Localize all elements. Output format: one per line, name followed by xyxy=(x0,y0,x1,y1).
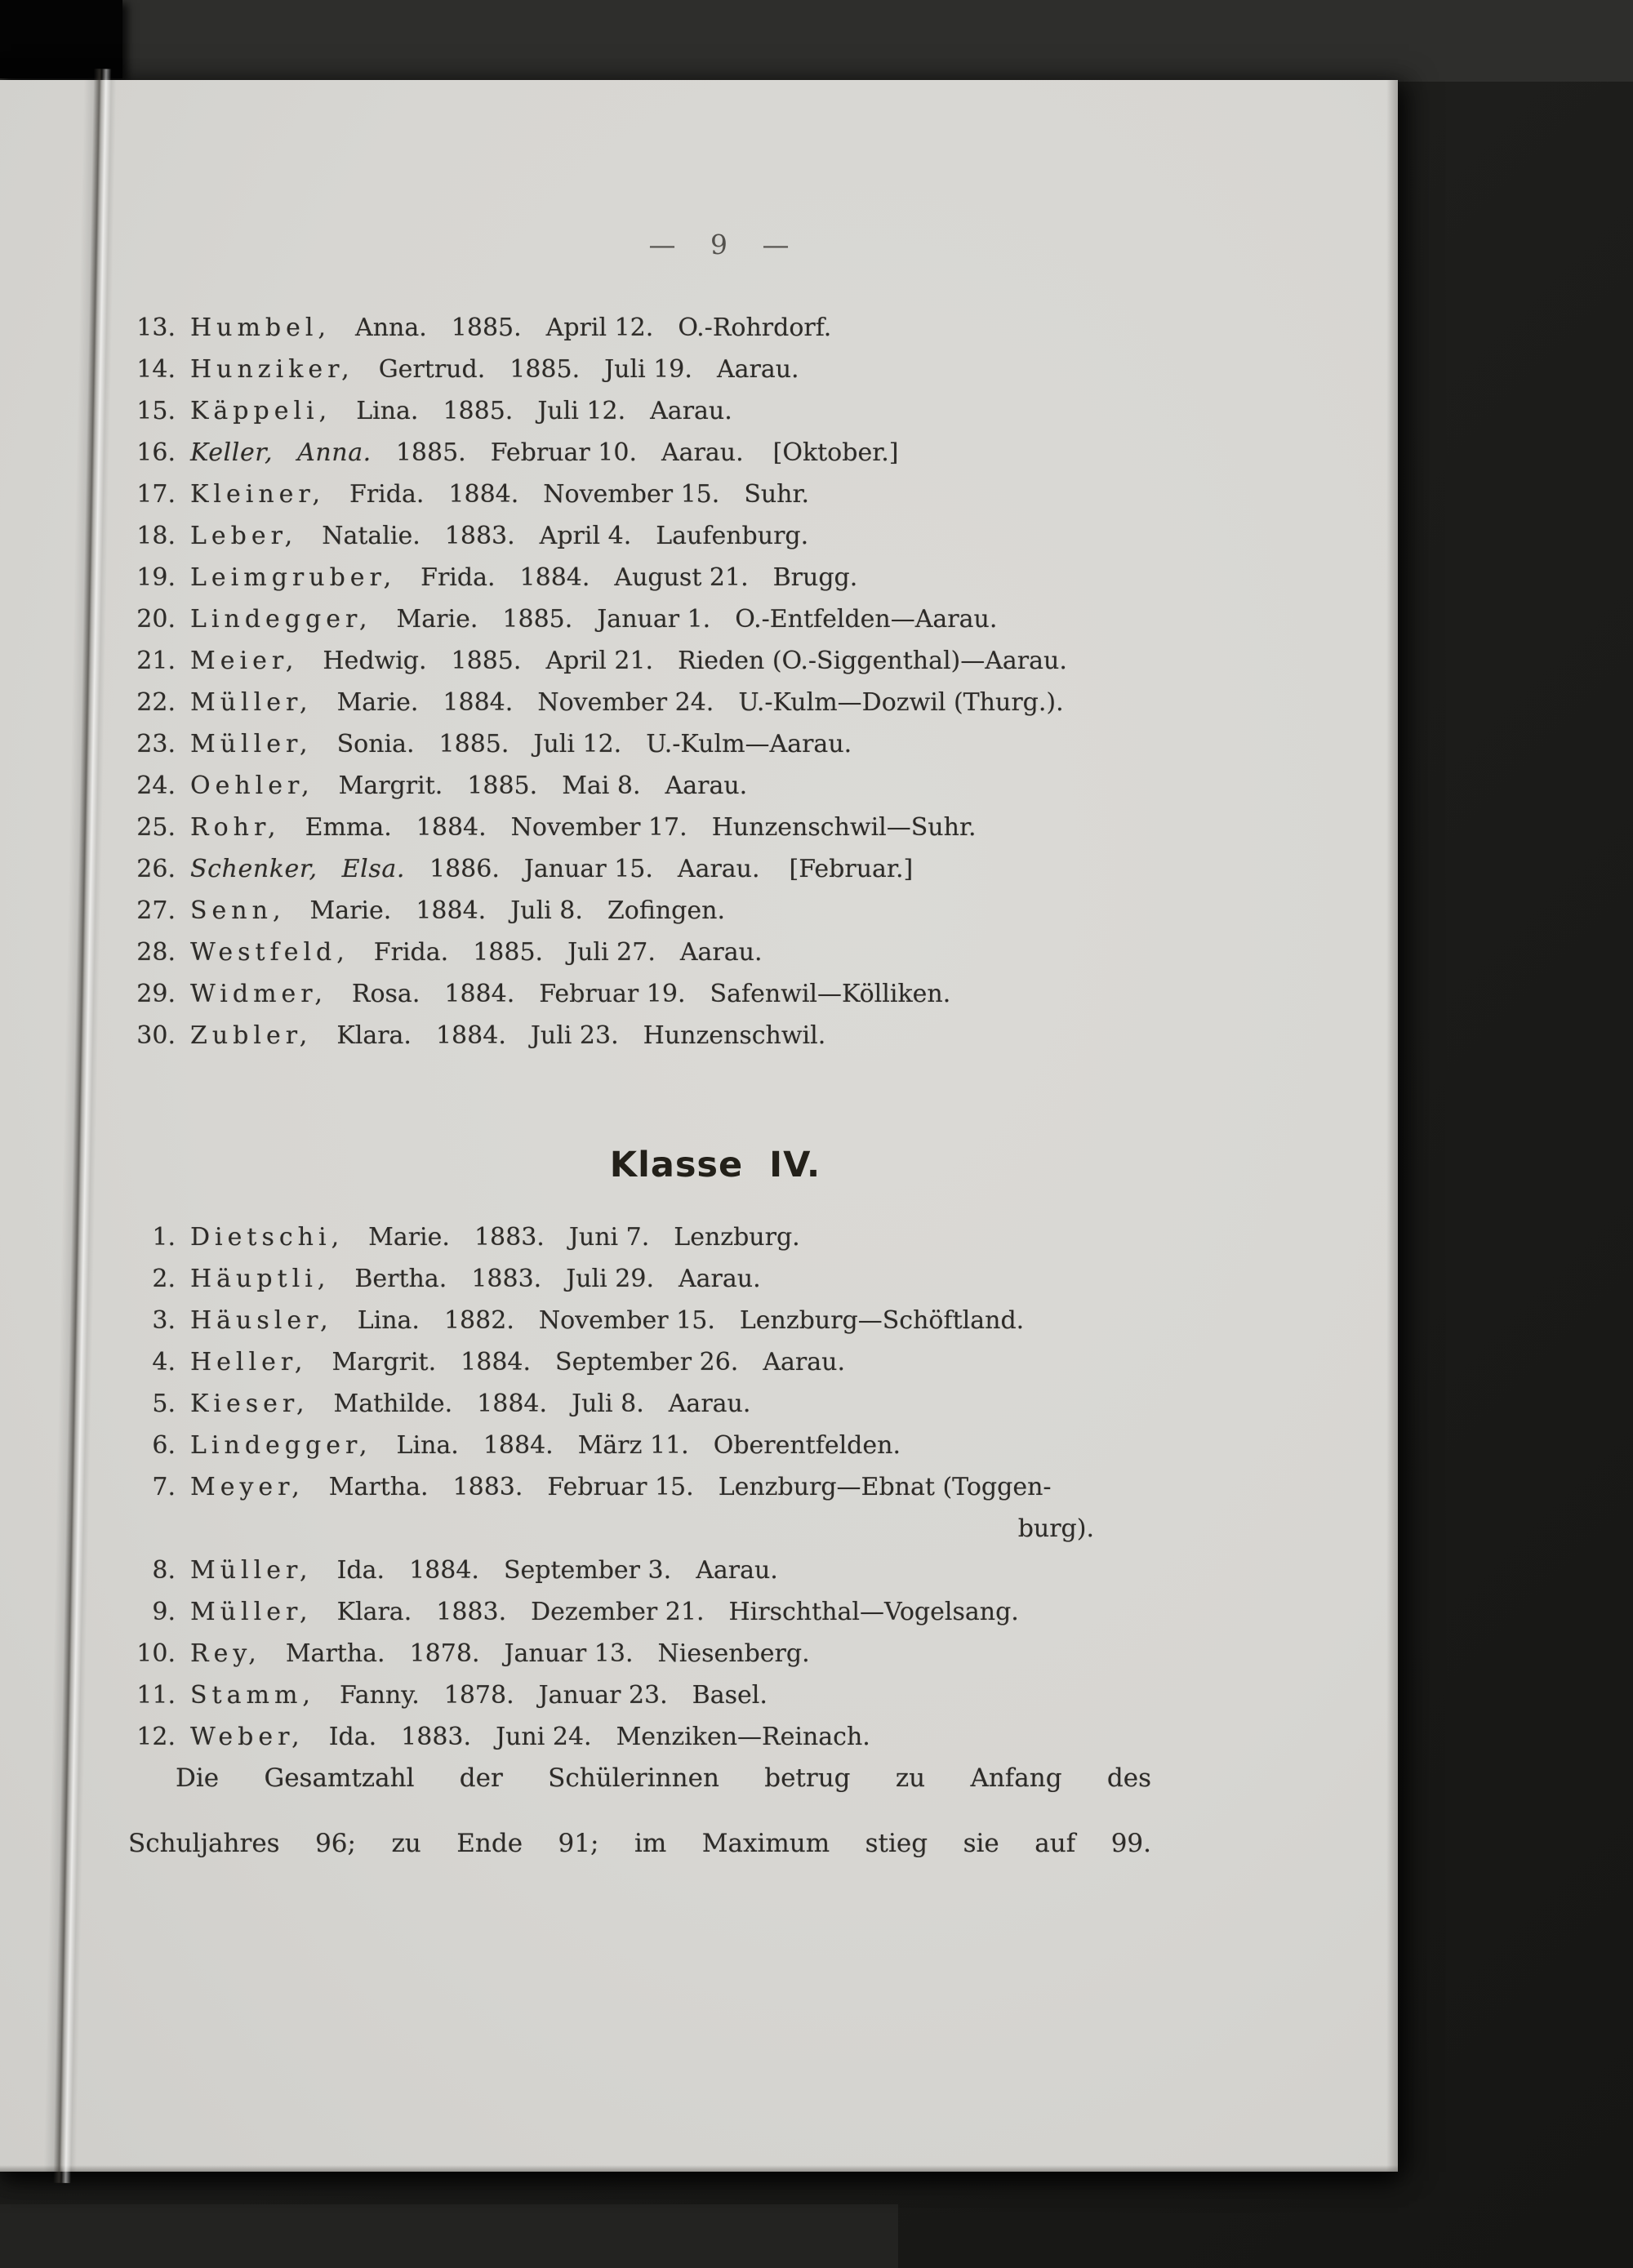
entry-surname: Humbel, xyxy=(190,314,331,342)
entry-number: 16. xyxy=(136,438,176,467)
entry-birthdate: September 26. xyxy=(555,1348,739,1376)
register-entry xyxy=(128,390,1151,432)
entry-birthdate: Juli 12. xyxy=(537,397,626,425)
register-entry xyxy=(128,1258,1151,1300)
entry-line xyxy=(128,557,1151,598)
register-entry xyxy=(128,723,1151,765)
entry-birthyear: 1878. xyxy=(443,1681,514,1710)
entry-number: 11. xyxy=(136,1681,176,1710)
entry-surname: Heller, xyxy=(190,1348,308,1376)
entry-line xyxy=(128,515,1151,557)
entry-givenname: Natalie. xyxy=(322,522,420,550)
entry-birthyear: 1884. xyxy=(519,563,590,592)
register-entry xyxy=(128,682,1151,723)
entry-place: Suhr. xyxy=(744,480,810,509)
entry-birthyear: 1885. xyxy=(451,647,522,675)
entry-surname: Schenker, xyxy=(190,855,318,883)
entry-birthdate: September 3. xyxy=(503,1556,672,1585)
entry-birthdate: Januar 13. xyxy=(504,1639,634,1668)
book-page xyxy=(0,80,1398,2172)
entry-givenname: Lina. xyxy=(356,397,419,425)
register-entry xyxy=(128,1015,1151,1056)
register-entry xyxy=(128,474,1151,515)
entry-birthdate: Juli 8. xyxy=(572,1390,644,1418)
entry-givenname: Margrit. xyxy=(331,1348,437,1376)
entry-line xyxy=(128,640,1151,682)
entry-line xyxy=(128,307,1151,349)
entry-surname: Westfeld, xyxy=(190,938,349,967)
entry-birthdate: Februar 10. xyxy=(490,438,637,467)
entry-surname: Lindegger, xyxy=(190,1431,372,1460)
entry-place: Hunzenschwil—Suhr. xyxy=(711,813,977,842)
entry-number: 2. xyxy=(152,1265,176,1293)
page-number: — 9 — xyxy=(648,229,790,260)
entry-surname: Rohr, xyxy=(190,813,281,842)
entry-place: Laufenburg. xyxy=(656,522,809,550)
register-entry xyxy=(128,1300,1151,1341)
summary-paragraph xyxy=(128,1745,1151,1876)
entry-givenname: Marie. xyxy=(309,896,392,925)
register-entry xyxy=(128,890,1151,932)
entry-place: Brugg. xyxy=(772,563,858,592)
register-entry xyxy=(128,932,1151,973)
entry-line xyxy=(128,1591,1151,1633)
entry-place: Aarau. xyxy=(763,1348,845,1376)
entry-birthyear: 1883. xyxy=(471,1265,542,1293)
register-entry xyxy=(128,1216,1151,1258)
entry-number: 4. xyxy=(152,1348,176,1376)
entry-givenname: Martha. xyxy=(285,1639,385,1668)
register-entry xyxy=(128,765,1151,807)
entry-birthyear: 1885. xyxy=(473,938,544,967)
entry-line xyxy=(128,598,1151,640)
entry-line xyxy=(128,1550,1151,1591)
entry-number: 1. xyxy=(152,1223,176,1252)
entry-birthdate: Februar 15. xyxy=(547,1473,694,1501)
entry-givenname: Lina. xyxy=(396,1431,459,1460)
entry-surname: Müller, xyxy=(190,688,313,717)
book-cover-bottom xyxy=(0,2204,898,2268)
entry-surname: Weber, xyxy=(190,1723,305,1751)
entry-surname: Hunziker, xyxy=(190,355,354,384)
entry-birthdate: Juli 27. xyxy=(567,938,656,967)
entry-place: Menziken—Reinach. xyxy=(616,1723,870,1751)
entry-givenname: Emma. xyxy=(305,813,392,842)
entry-place: Oberentfelden. xyxy=(713,1431,901,1460)
entry-birthdate: Juli 29. xyxy=(566,1265,654,1293)
entry-birthyear: 1883. xyxy=(444,522,515,550)
entry-birthyear: 1884. xyxy=(416,813,487,842)
register-entry xyxy=(128,349,1151,390)
entry-birthdate: Mai 8. xyxy=(562,772,641,800)
entry-surname: Oehler, xyxy=(190,772,314,800)
entry-surname: Zubler, xyxy=(190,1021,313,1050)
entry-line xyxy=(128,1258,1151,1300)
register-entry xyxy=(128,1674,1151,1716)
entry-birthyear: 1884. xyxy=(461,1348,532,1376)
entry-place: Aarau. xyxy=(661,438,744,467)
entry-number: 22. xyxy=(136,688,176,717)
entry-birthdate: Juli 8. xyxy=(510,896,583,925)
entry-line xyxy=(128,1466,1151,1508)
entry-place: Hunzenschwil. xyxy=(643,1021,826,1050)
entry-place: Lenzburg—Ebnat (Toggen- xyxy=(718,1473,1052,1501)
entry-number: 13. xyxy=(136,314,176,342)
entry-line xyxy=(128,1216,1151,1258)
entry-birthdate: Juli 23. xyxy=(530,1021,619,1050)
entry-givenname: Frida. xyxy=(349,480,425,509)
register-entry xyxy=(128,1591,1151,1633)
entry-number: 12. xyxy=(136,1723,176,1751)
entry-birthyear: 1885. xyxy=(502,605,573,634)
entry-line xyxy=(128,1633,1151,1674)
entry-note: [Oktober.] xyxy=(772,438,899,467)
entry-line xyxy=(128,1341,1151,1383)
entry-number: 5. xyxy=(152,1390,176,1418)
entry-place: Lenzburg—Schöftland. xyxy=(739,1306,1025,1335)
entry-number: 24. xyxy=(136,772,176,800)
corner-shadow xyxy=(0,0,122,78)
entry-givenname: Frida. xyxy=(420,563,496,592)
entry-givenname: Klara. xyxy=(336,1021,412,1050)
entry-givenname: Gertrud. xyxy=(378,355,486,384)
entry-birthyear: 1886. xyxy=(429,855,500,883)
entry-givenname: Marie. xyxy=(336,688,419,717)
entry-line xyxy=(128,390,1151,432)
entry-place: Aarau. xyxy=(716,355,799,384)
entry-line xyxy=(128,1674,1151,1716)
entry-place: O.-Entfelden—Aarau. xyxy=(735,605,998,634)
entry-birthdate: Juli 12. xyxy=(533,730,622,758)
entry-birthyear: 1885. xyxy=(451,314,522,342)
entry-line xyxy=(128,765,1151,807)
entry-line xyxy=(128,723,1151,765)
entry-number: 7. xyxy=(152,1473,176,1501)
entry-line xyxy=(128,807,1151,848)
register-entry xyxy=(128,1341,1151,1383)
entry-givenname: Marie. xyxy=(368,1223,450,1252)
entry-birthyear: 1878. xyxy=(409,1639,480,1668)
register-entry xyxy=(128,973,1151,1015)
entry-place: Hirschthal—Vogelsang. xyxy=(728,1598,1019,1626)
entry-birthyear: 1883. xyxy=(452,1473,523,1501)
entry-number: 9. xyxy=(152,1598,176,1626)
entry-birthdate: April 12. xyxy=(545,314,654,342)
entry-place: Aarau. xyxy=(668,1390,751,1418)
entry-continuation: burg). xyxy=(1017,1514,1094,1543)
entry-line xyxy=(128,432,1151,474)
entry-birthyear: 1885. xyxy=(509,355,581,384)
entry-line xyxy=(128,1425,1151,1466)
entry-surname: Müller, xyxy=(190,730,313,758)
entry-line xyxy=(128,973,1151,1015)
register-entry xyxy=(128,1550,1151,1591)
entry-line xyxy=(128,474,1151,515)
entry-birthdate: Juni 7. xyxy=(568,1223,650,1252)
entry-birthyear: 1884. xyxy=(483,1431,554,1460)
summary-line-1: Die Gesamtzahl der Schülerinnen betrug zu Anfang des xyxy=(176,1763,1151,1793)
entry-place: Aarau. xyxy=(677,855,760,883)
summary-line-2: Schuljahres 96; zu Ende 91; im Maximum stieg sie auf 99. xyxy=(128,1829,1151,1858)
entry-birthdate: Januar 15. xyxy=(523,855,653,883)
entry-givenname: Anna. xyxy=(355,314,427,342)
entry-line xyxy=(128,890,1151,932)
entry-givenname: Marie. xyxy=(396,605,478,634)
entry-surname: Rey, xyxy=(190,1639,261,1668)
register-entry xyxy=(128,807,1151,848)
entry-surname: Stamm, xyxy=(190,1681,315,1710)
register-entry xyxy=(128,432,1151,474)
entry-number: 30. xyxy=(136,1021,176,1050)
entry-givenname: Hedwig. xyxy=(323,647,427,675)
entry-number: 6. xyxy=(152,1431,176,1460)
entry-place: U.-Kulm—Aarau. xyxy=(646,730,852,758)
entry-birthyear: 1885. xyxy=(438,730,509,758)
entry-birthdate: Juni 24. xyxy=(496,1723,592,1751)
entry-givenname: Sonia. xyxy=(336,730,415,758)
entry-surname: Lindegger, xyxy=(190,605,372,634)
entry-surname: Müller, xyxy=(190,1556,313,1585)
entry-givenname: Lina. xyxy=(357,1306,420,1335)
entry-birthyear: 1884. xyxy=(444,980,515,1008)
entry-surname: Meyer, xyxy=(190,1473,305,1501)
entry-givenname: Bertha. xyxy=(354,1265,447,1293)
entry-surname: Käppeli, xyxy=(190,397,332,425)
entry-birthdate: November 17. xyxy=(510,813,687,842)
entry-givenname: Klara. xyxy=(336,1598,412,1626)
entry-surname: Dietschi, xyxy=(190,1223,345,1252)
entry-birthdate: März 11. xyxy=(577,1431,689,1460)
register-entry xyxy=(128,640,1151,682)
entry-birthdate: April 4. xyxy=(539,522,632,550)
entry-birthdate: Januar 23. xyxy=(538,1681,668,1710)
entry-place: Aarau. xyxy=(679,1265,761,1293)
entry-birthyear: 1884. xyxy=(435,1021,506,1050)
register-entry xyxy=(128,307,1151,349)
entry-number: 19. xyxy=(136,563,176,592)
entry-birthyear: 1884. xyxy=(448,480,519,509)
entry-place: Aarau. xyxy=(665,772,748,800)
entry-place: Lenzburg. xyxy=(674,1223,800,1252)
entry-line xyxy=(128,1383,1151,1425)
entry-note: [Februar.] xyxy=(789,855,914,883)
entry-number: 27. xyxy=(136,896,176,925)
entry-givenname: Mathilde. xyxy=(333,1390,453,1418)
entry-place: Zofingen. xyxy=(607,896,725,925)
entry-birthyear: 1882. xyxy=(443,1306,514,1335)
register-entry xyxy=(128,1466,1151,1550)
entry-number: 10. xyxy=(136,1639,176,1668)
register-entry xyxy=(128,1633,1151,1674)
entry-givenname: Anna. xyxy=(297,438,372,467)
entry-birthdate: November 15. xyxy=(538,1306,715,1335)
entry-surname: Keller, xyxy=(190,438,274,467)
entry-birthdate: November 15. xyxy=(543,480,720,509)
entry-number: 25. xyxy=(136,813,176,842)
entry-place: Aarau. xyxy=(679,938,763,967)
entry-birthdate: August 21. xyxy=(614,563,749,592)
entry-surname: Kleiner, xyxy=(190,480,326,509)
entry-givenname: Frida. xyxy=(373,938,449,967)
entry-place: Safenwil—Kölliken. xyxy=(710,980,951,1008)
entry-surname: Häuptli, xyxy=(190,1265,331,1293)
register-entry xyxy=(128,848,1151,890)
entry-birthyear: 1883. xyxy=(474,1223,545,1252)
klasse3-register-list xyxy=(128,307,1151,1056)
register-entry xyxy=(128,515,1151,557)
klasse-iv-heading: Klasse IV. xyxy=(609,1145,821,1185)
entry-line xyxy=(128,848,1151,890)
entry-surname: Müller, xyxy=(190,1598,313,1626)
register-entry xyxy=(128,1383,1151,1425)
book-cover-top xyxy=(0,0,1633,82)
entry-line xyxy=(128,1300,1151,1341)
entry-surname: Meier, xyxy=(190,647,299,675)
entry-line xyxy=(128,1015,1151,1056)
entry-number: 14. xyxy=(136,355,176,384)
entry-givenname: Margrit. xyxy=(338,772,443,800)
entry-number: 28. xyxy=(136,938,176,967)
entry-line xyxy=(128,349,1151,390)
entry-surname: Kieser, xyxy=(190,1390,309,1418)
register-entry xyxy=(128,1425,1151,1466)
entry-birthyear: 1883. xyxy=(401,1723,472,1751)
entry-number: 18. xyxy=(136,522,176,550)
entry-surname: Senn, xyxy=(190,896,286,925)
entry-birthdate: Februar 19. xyxy=(539,980,686,1008)
entry-birthyear: 1883. xyxy=(436,1598,507,1626)
entry-place: O.-Rohrdorf. xyxy=(678,314,832,342)
entry-givenname: Ida. xyxy=(328,1723,377,1751)
entry-surname: Häusler, xyxy=(190,1306,333,1335)
entry-place: Aarau. xyxy=(650,397,732,425)
entry-number: 23. xyxy=(136,730,176,758)
entry-place: Basel. xyxy=(692,1681,768,1710)
entry-birthyear: 1884. xyxy=(409,1556,479,1585)
entry-birthdate: Dezember 21. xyxy=(531,1598,705,1626)
entry-birthyear: 1885. xyxy=(467,772,538,800)
entry-number: 26. xyxy=(136,855,176,883)
entry-number: 17. xyxy=(136,480,176,509)
entry-place: Niesenberg. xyxy=(657,1639,810,1668)
entry-givenname: Ida. xyxy=(336,1556,385,1585)
entry-line xyxy=(128,932,1151,973)
entry-surname: Leimgruber, xyxy=(190,563,397,592)
entry-birthyear: 1884. xyxy=(416,896,487,925)
entry-birthyear: 1884. xyxy=(443,688,514,717)
entry-number: 29. xyxy=(136,980,176,1008)
entry-number: 3. xyxy=(152,1306,176,1335)
entry-birthdate: Januar 1. xyxy=(597,605,711,634)
klasse4-register-list xyxy=(128,1216,1151,1758)
register-entry xyxy=(128,598,1151,640)
entry-birthyear: 1885. xyxy=(443,397,514,425)
entry-birthdate: April 21. xyxy=(545,647,654,675)
entry-surname: Widmer, xyxy=(190,980,327,1008)
entry-number: 15. xyxy=(136,397,176,425)
page-gutter-crease xyxy=(43,69,117,2183)
entry-birthdate: November 24. xyxy=(537,688,714,717)
register-entry xyxy=(128,557,1151,598)
entry-place: Aarau. xyxy=(696,1556,778,1585)
entry-givenname: Fanny. xyxy=(339,1681,420,1710)
entry-birthyear: 1884. xyxy=(477,1390,548,1418)
entry-number: 8. xyxy=(152,1556,176,1585)
entry-line xyxy=(128,682,1151,723)
entry-givenname: Rosa. xyxy=(351,980,420,1008)
entry-givenname: Elsa. xyxy=(341,855,405,883)
entry-birthdate: Juli 19. xyxy=(604,355,692,384)
entry-birthyear: 1885. xyxy=(395,438,466,467)
entry-surname: Leber, xyxy=(190,522,298,550)
entry-number: 20. xyxy=(136,605,176,634)
entry-place: Rieden (O.-Siggenthal)—Aarau. xyxy=(678,647,1067,675)
entry-place: U.-Kulm—Dozwil (Thurg.). xyxy=(738,688,1064,717)
entry-number: 21. xyxy=(136,647,176,675)
entry-givenname: Martha. xyxy=(328,1473,429,1501)
